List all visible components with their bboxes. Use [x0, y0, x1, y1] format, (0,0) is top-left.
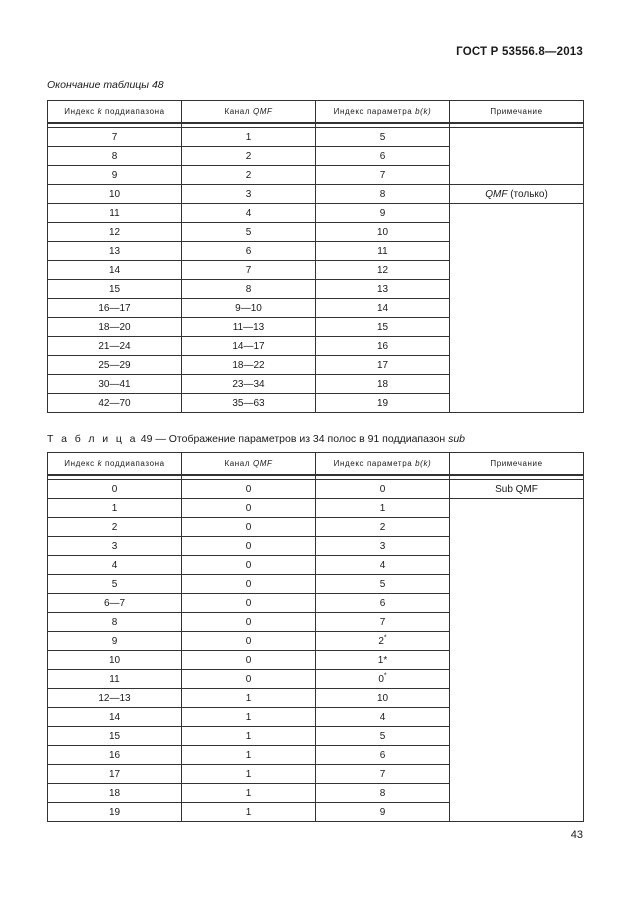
cell-subband-index: 2: [48, 518, 182, 537]
cell-qmf-channel: 1: [182, 708, 316, 727]
column-header-subband-index: Индекс k поддиапазона: [48, 101, 182, 124]
cell-subband-index: 9: [48, 166, 182, 185]
cell-qmf-channel: 0: [182, 556, 316, 575]
cell-subband-index: 17: [48, 765, 182, 784]
cell-subband-index: 5: [48, 575, 182, 594]
cell-subband-index: 1: [48, 499, 182, 518]
cell-qmf-channel: 35—63: [182, 394, 316, 413]
cell-qmf-channel: 18—22: [182, 356, 316, 375]
column-header-note: Примечание: [450, 453, 584, 476]
cell-parameter-index: 12: [316, 261, 450, 280]
cell-qmf-channel: 8: [182, 280, 316, 299]
cell-subband-index: 8: [48, 613, 182, 632]
cell-parameter-index: 2: [316, 518, 450, 537]
table-row: [48, 185, 584, 204]
cell-parameter-index: 1*: [316, 651, 450, 670]
cell-parameter-index: 11: [316, 242, 450, 261]
cell-parameter-index: 1: [316, 499, 450, 518]
cell-parameter-index: 9: [316, 204, 450, 223]
cell-qmf-channel: 2: [182, 166, 316, 185]
column-header-qmf-channel: Канал QMF: [182, 101, 316, 124]
cell-subband-index: 11: [48, 670, 182, 689]
cell-subband-index: 11: [48, 204, 182, 223]
cell-qmf-channel: 1: [182, 746, 316, 765]
cell-qmf-channel: 0: [182, 670, 316, 689]
table48-caption: Окончание таблицы 48: [47, 79, 164, 91]
cell-parameter-index: 18: [316, 375, 450, 394]
table-row: [48, 480, 584, 499]
column-header-parameter-index: Индекс параметра b(k): [316, 453, 450, 476]
cell-qmf-channel: 0: [182, 594, 316, 613]
cell-subband-index: 18—20: [48, 318, 182, 337]
cell-parameter-index: 15: [316, 318, 450, 337]
document-code: ГОСТ Р 53556.8—2013: [456, 46, 583, 58]
cell-qmf-channel: 6: [182, 242, 316, 261]
column-header-note: Примечание: [450, 101, 584, 124]
cell-qmf-channel: 0: [182, 480, 316, 499]
cell-parameter-index: 8: [316, 185, 450, 204]
cell-qmf-channel: 5: [182, 223, 316, 242]
cell-qmf-channel: 11—13: [182, 318, 316, 337]
cell-subband-index: 25—29: [48, 356, 182, 375]
cell-parameter-index: 7: [316, 765, 450, 784]
page-number: 43: [570, 829, 583, 841]
cell-parameter-index: 16: [316, 337, 450, 356]
cell-parameter-index: 4: [316, 708, 450, 727]
cell-subband-index: 4: [48, 556, 182, 575]
cell-subband-index: 14: [48, 708, 182, 727]
cell-qmf-channel: 2: [182, 147, 316, 166]
cell-parameter-index: 2*: [316, 632, 450, 651]
cell-subband-index: 30—41: [48, 375, 182, 394]
cell-qmf-channel: 1: [182, 128, 316, 147]
cell-qmf-channel: 0: [182, 537, 316, 556]
cell-parameter-index: 5: [316, 727, 450, 746]
table-row: [48, 128, 584, 147]
column-header-subband-index: Индекс k поддиапазона: [48, 453, 182, 476]
cell-qmf-channel: 4: [182, 204, 316, 223]
cell-parameter-index: 0*: [316, 670, 450, 689]
cell-subband-index: 18: [48, 784, 182, 803]
cell-subband-index: 10: [48, 185, 182, 204]
cell-qmf-channel: 0: [182, 651, 316, 670]
cell-parameter-index: 7: [316, 166, 450, 185]
cell-subband-index: 6—7: [48, 594, 182, 613]
cell-qmf-channel: 1: [182, 689, 316, 708]
cell-subband-index: 16—17: [48, 299, 182, 318]
cell-parameter-index: 5: [316, 128, 450, 147]
cell-qmf-channel: 9—10: [182, 299, 316, 318]
table-row: [48, 499, 584, 518]
cell-note: [450, 499, 584, 822]
cell-parameter-index: 10: [316, 689, 450, 708]
cell-qmf-channel: 1: [182, 784, 316, 803]
cell-subband-index: 8: [48, 147, 182, 166]
cell-qmf-channel: 0: [182, 575, 316, 594]
table-49: [47, 452, 584, 822]
cell-parameter-index: 17: [316, 356, 450, 375]
cell-qmf-channel: 0: [182, 632, 316, 651]
table49-caption: Т а б л и ц а 49 — Отображение параметров из 34 полос в 91 поддиапазон sub: [47, 433, 466, 445]
cell-subband-index: 3: [48, 537, 182, 556]
cell-parameter-index: 10: [316, 223, 450, 242]
cell-qmf-channel: 0: [182, 613, 316, 632]
table-row: [48, 204, 584, 223]
cell-subband-index: 42—70: [48, 394, 182, 413]
cell-qmf-channel: 23—34: [182, 375, 316, 394]
cell-qmf-channel: 0: [182, 518, 316, 537]
cell-parameter-index: 13: [316, 280, 450, 299]
cell-subband-index: 16: [48, 746, 182, 765]
cell-parameter-index: 6: [316, 147, 450, 166]
cell-qmf-channel: 1: [182, 803, 316, 822]
cell-parameter-index: 9: [316, 803, 450, 822]
cell-note: [450, 128, 584, 185]
table-48: [47, 100, 584, 413]
cell-subband-index: 9: [48, 632, 182, 651]
cell-qmf-channel: 14—17: [182, 337, 316, 356]
cell-qmf-channel: 1: [182, 727, 316, 746]
cell-parameter-index: 6: [316, 594, 450, 613]
cell-subband-index: 14: [48, 261, 182, 280]
cell-subband-index: 12—13: [48, 689, 182, 708]
cell-qmf-channel: 3: [182, 185, 316, 204]
cell-note: [450, 204, 584, 413]
table48-body: [48, 128, 584, 413]
cell-qmf-channel: 7: [182, 261, 316, 280]
cell-subband-index: 19: [48, 803, 182, 822]
table49-body: [48, 480, 584, 822]
cell-qmf-channel: 1: [182, 765, 316, 784]
cell-parameter-index: 14: [316, 299, 450, 318]
cell-subband-index: 15: [48, 280, 182, 299]
cell-parameter-index: 7: [316, 613, 450, 632]
cell-subband-index: 12: [48, 223, 182, 242]
cell-subband-index: 10: [48, 651, 182, 670]
column-header-parameter-index: Индекс параметра b(k): [316, 101, 450, 124]
column-header-qmf-channel: Канал QMF: [182, 453, 316, 476]
cell-parameter-index: 4: [316, 556, 450, 575]
cell-parameter-index: 0: [316, 480, 450, 499]
cell-qmf-channel: 0: [182, 499, 316, 518]
cell-parameter-index: 3: [316, 537, 450, 556]
cell-parameter-index: 6: [316, 746, 450, 765]
cell-parameter-index: 8: [316, 784, 450, 803]
cell-parameter-index: 5: [316, 575, 450, 594]
cell-subband-index: 21—24: [48, 337, 182, 356]
cell-subband-index: 13: [48, 242, 182, 261]
cell-subband-index: 7: [48, 128, 182, 147]
cell-parameter-index: 19: [316, 394, 450, 413]
cell-note: QMF (только): [450, 185, 584, 204]
cell-subband-index: 0: [48, 480, 182, 499]
cell-note: Sub QMF: [450, 480, 584, 499]
cell-subband-index: 15: [48, 727, 182, 746]
